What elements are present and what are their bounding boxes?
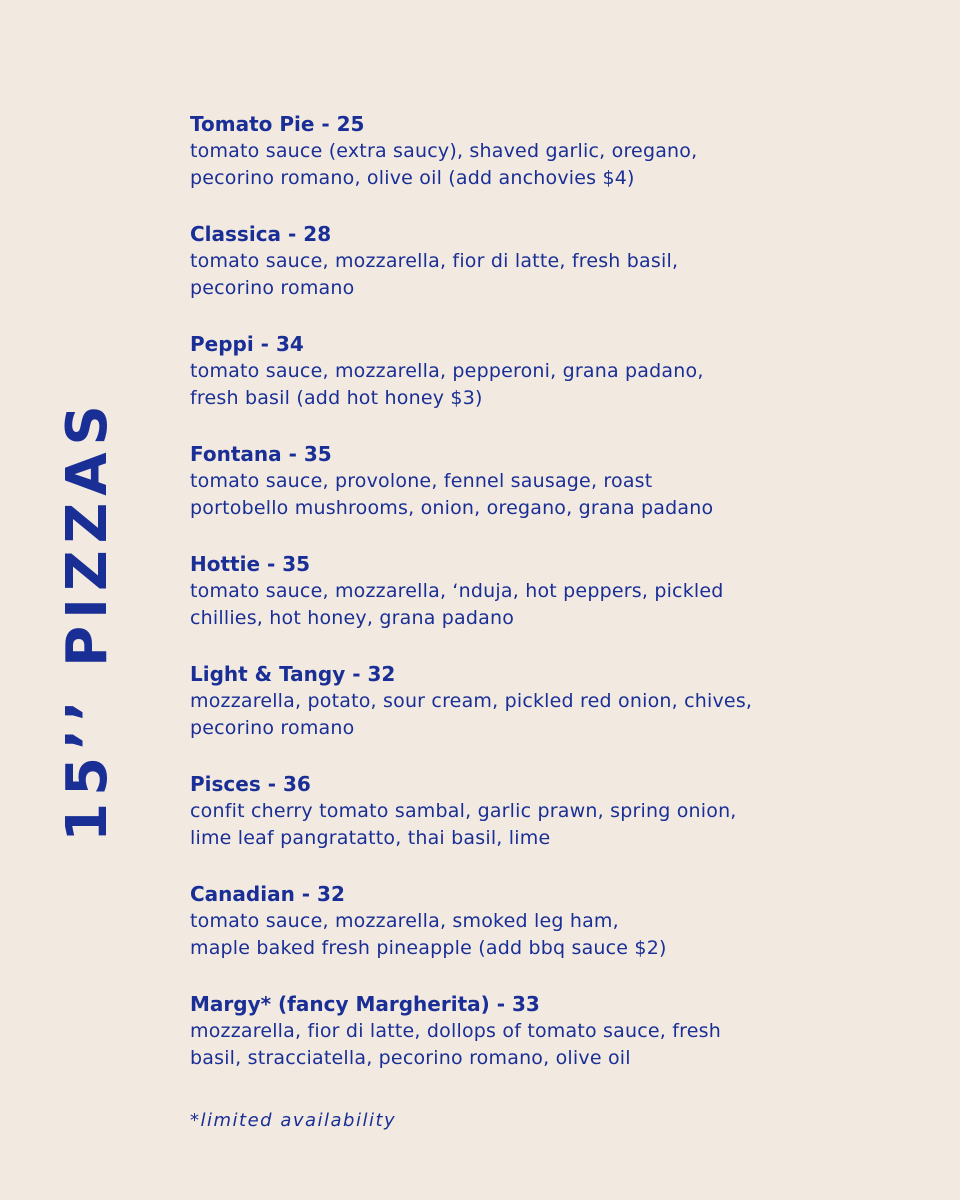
menu-item-peppi (190, 330, 890, 440)
menu-item-tomato-pie (190, 110, 890, 220)
menu-item-name: Canadian - 32 (190, 882, 345, 906)
availability-footnote: *limited availability (190, 1110, 397, 1131)
menu-item-name: Margy* (fancy Margherita) - 33 (190, 992, 540, 1016)
menu-item-description: mozzarella, potato, sour cream, pickled red onion, chives, pecorino romano (190, 690, 753, 739)
menu-item-description: tomato sauce, provolone, fennel sausage, roast portobello mushrooms, onion, oregano, grana padano (190, 470, 714, 519)
menu-item-description: tomato sauce, mozzarella, ‘nduja, hot peppers, pickled chillies, hot honey, grana padano (190, 580, 724, 629)
menu-item-classica (190, 220, 890, 330)
menu-item-description: tomato sauce, mozzarella, smoked leg ham, maple baked fresh pineapple (add bbq sauce $2) (190, 910, 667, 959)
menu-item-name: Hottie - 35 (190, 552, 311, 576)
menu-item-description: tomato sauce, mozzarella, pepperoni, grana padano, fresh basil (add hot honey $3) (190, 360, 704, 409)
menu-item-description: tomato sauce, mozzarella, fior di latte, fresh basil, pecorino romano (190, 250, 679, 299)
menu-item-description: mozzarella, fior di latte, dollops of tomato sauce, fresh basil, stracciatella, pecorino romano, olive oil (190, 1020, 721, 1069)
menu-item-light-and-tangy (190, 660, 890, 770)
menu-section-title: 15’’ PIZZAS (55, 398, 120, 842)
menu-item-canadian (190, 880, 890, 990)
menu-item-hottie (190, 550, 890, 660)
menu-item-name: Tomato Pie - 25 (190, 112, 365, 136)
menu-item-pisces (190, 770, 890, 880)
menu-item-name: Peppi - 34 (190, 332, 304, 356)
menu-item-name: Light & Tangy - 32 (190, 662, 396, 686)
menu-item-name: Classica - 28 (190, 222, 332, 246)
pizza-menu-list (190, 110, 890, 1100)
menu-item-description: tomato sauce (extra saucy), shaved garlic, oregano, pecorino romano, olive oil (add anchovies $4) (190, 140, 698, 189)
menu-item-description: confit cherry tomato sambal, garlic prawn, spring onion, lime leaf pangratatto, thai basil, lime (190, 800, 737, 849)
menu-item-fontana (190, 440, 890, 550)
menu-item-name: Pisces - 36 (190, 772, 311, 796)
menu-item-margy (190, 990, 890, 1100)
menu-item-name: Fontana - 35 (190, 442, 332, 466)
